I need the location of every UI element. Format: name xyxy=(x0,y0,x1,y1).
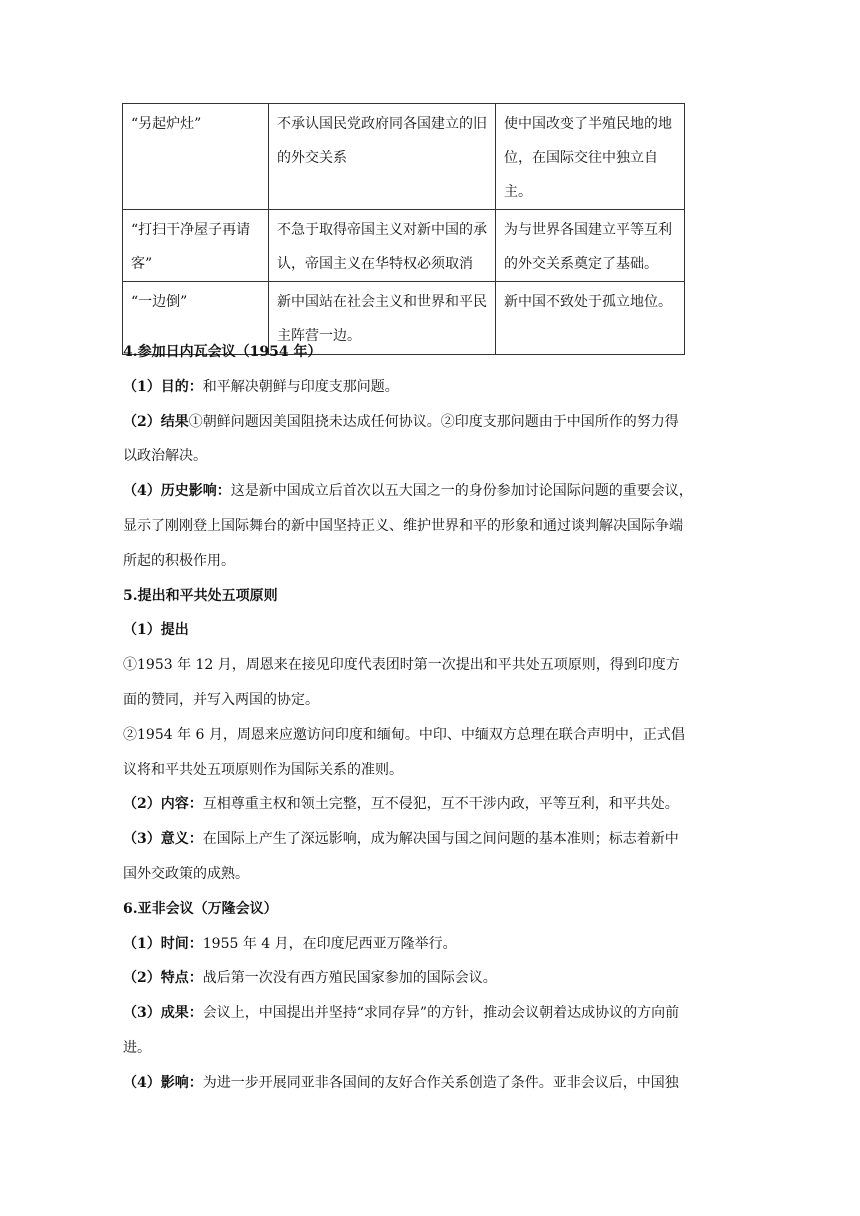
paragraph: ②1954 年 6 月，周恩来应邀访问印度和缅甸。中印、中缅双方总理在联合声明中，正式倡 xyxy=(123,726,685,743)
section-heading: 4.参加日内瓦会议（1954 年） xyxy=(123,344,322,360)
paragraph xyxy=(123,968,739,1003)
table-row xyxy=(123,104,685,210)
table-cell-content: 不承认国民党政府同各国建立的旧的外交关系 xyxy=(269,104,496,210)
paragraph-label: （1）时间： xyxy=(123,935,203,952)
paragraph-text: 1955 年 4 月，在印度尼西亚万隆举行。 xyxy=(202,935,457,952)
paragraph-text: ①朝鲜问题因美国阻挠未达成任何协议。②印度支那问题由于中国所作的努力得 xyxy=(188,413,679,430)
document-body xyxy=(123,342,739,1108)
paragraph xyxy=(123,1073,739,1108)
table-cell-policy: “另起炉灶” xyxy=(123,104,269,210)
paragraph: ①1953 年 12 月，周恩来在接见印度代表团时第一次提出和平共处五项原则，得到印度方 xyxy=(123,657,680,674)
paragraph-continuation: 以政治解决。 xyxy=(123,448,207,465)
table-cell-policy: “打扫干净屋子再请客” xyxy=(123,210,269,282)
section-heading: 5.提出和平共处五项原则 xyxy=(123,587,278,604)
policy-table xyxy=(122,103,685,355)
paragraph-continuation: 显示了刚刚登上国际舞台的新中国坚持正义、维护世界和平的形象和通过谈判解决国际争端 xyxy=(123,517,683,534)
paragraph-text: 会议上，中国提出并坚持“求同存异”的方针，推动会议朝着达成协议的方向前 xyxy=(202,1005,680,1022)
paragraph-label: （1）目的： xyxy=(123,378,203,395)
paragraph xyxy=(123,1003,739,1038)
paragraph-label: （3）意义： xyxy=(123,831,203,848)
paragraph-continuation: 进。 xyxy=(123,1039,151,1056)
paragraph-continuation: 所起的积极作用。 xyxy=(123,552,235,569)
paragraph-text: 和平解决朝鲜与印度支那问题。 xyxy=(202,378,399,395)
paragraph-label: （2）内容： xyxy=(123,796,203,813)
paragraph-text: 互相尊重主权和领土完整，互不侵犯，互不干涉内政，平等互利，和平共处。 xyxy=(202,796,679,813)
paragraph-text: 在国际上产生了深远影响，成为解决国与国之间问题的基本准则；标志着新中 xyxy=(202,831,679,848)
table-cell-policy: “一边倒” xyxy=(123,282,269,355)
paragraph-text: 为进一步开展同亚非各国间的友好合作关系创造了条件。亚非会议后，中国独 xyxy=(202,1074,679,1091)
paragraph-continuation: 议将和平共处五项原则作为国际关系的准则。 xyxy=(123,761,403,778)
paragraph-continuation: 面的赞同，并写入两国的协定。 xyxy=(123,691,319,708)
paragraph-label: （4）历史影响： xyxy=(123,483,231,500)
table-cell-significance: 使中国改变了半殖民地的地位，在国际交往中独立自主。 xyxy=(496,104,685,210)
paragraph-label: （4）影响： xyxy=(123,1074,203,1091)
paragraph xyxy=(123,377,739,412)
paragraph-label: （1）提出 xyxy=(123,622,189,639)
paragraph xyxy=(123,934,739,969)
paragraph xyxy=(123,829,739,864)
table-row xyxy=(123,210,685,282)
table-cell-significance: 为与世界各国建立平等互利的外交关系奠定了基础。 xyxy=(496,210,685,282)
paragraph-label: （3）成果： xyxy=(123,1005,203,1022)
paragraph-text: 这是新中国成立后首次以五大国之一的身份参加讨论国际问题的重要会议， xyxy=(230,483,693,500)
paragraph xyxy=(123,412,739,447)
section-heading: 6.亚非会议（万隆会议） xyxy=(123,900,278,917)
paragraph-label: （2）结果 xyxy=(123,413,189,430)
table-cell-content: 不急于取得帝国主义对新中国的承认，帝国主义在华特权必须取消 xyxy=(269,210,496,282)
paragraph-text: 战后第一次没有西方殖民国家参加的国际会议。 xyxy=(202,970,497,987)
paragraph xyxy=(123,481,739,516)
paragraph-label: （2）特点： xyxy=(123,970,203,987)
paragraph xyxy=(123,794,739,829)
table-cell-content: 新中国站在社会主义和世界和平民主阵营一边。 xyxy=(269,282,496,355)
paragraph-continuation: 国外交政策的成熟。 xyxy=(123,865,249,882)
table-cell-significance: 新中国不致处于孤立地位。 xyxy=(496,282,685,355)
